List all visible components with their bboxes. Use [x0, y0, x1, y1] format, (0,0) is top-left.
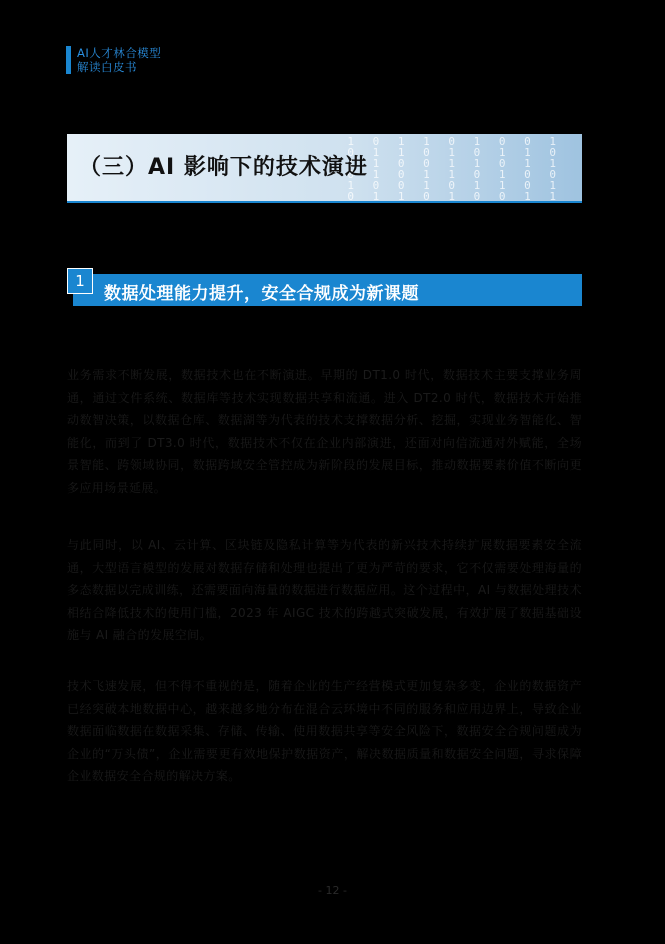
binary-texture: 1 0 1 1 0 1 0 0 1 0 1 1 0 1 0 1 1 0 1 1 0 0 1 1 0 1 1 0 1 0 1 1 0 1 0 0 1 0 0 1 0 1 1 0 1 0 1 1 0 1 0 0 1 1 — [347, 135, 562, 201]
body-paragraph-2: 与此同时，以 AI、云计算、区块链及隐私计算等为代表的新兴技术持续扩展数据要素安全流通，大型语言模型的发展对数据存储和处理也提出了更为严苛的要求，它不仅需要处理海量的多态数据以完成训练，还需要面向海量的数据进行数据应用。这个过程中，AI 与数据处理技术相结合降低技术的使用门槛，2023 年 AIGC 技术的跨越式突破发展，有效扩展了数据基础设施与 AI 融合的发展空间。 — [67, 538, 582, 643]
banner-underline — [67, 201, 582, 203]
header-line-1: AI人才林合模型 — [77, 46, 162, 60]
subsection-heading — [67, 268, 582, 308]
header-accent-bar — [66, 46, 71, 74]
subsection-title: 数据处理能力提升，安全合规成为新课题 — [104, 284, 419, 304]
running-header — [66, 46, 161, 74]
section-banner — [67, 134, 582, 201]
body-paragraph-3: 技术飞速发展，但不得不重视的是，随着企业的生产经营模式更加复杂多变，企业的数据资产已经突破本地数据中心，越来越多地分布在混合云环境中不同的服务和应用边界上，导致企业数据面临数据在数据采集、存储、传输、使用数据共享等安全风险下，数据安全合规问题成为企业的“万头债”，企业需要更有效地保护数据资产，解决数据质量和数据安全问题，寻求保障企业数据安全合规的解决方案。 — [67, 679, 582, 784]
header-text — [77, 46, 161, 74]
header-line-2: 解读白皮书 — [77, 60, 137, 74]
body-paragraph-1: 业务需求不断发展，数据技术也在不断演进。早期的 DT1.0 时代，数据技术主要支撑业务周通，通过文件系统、数据库等技术实现数据共享和流通。进入 DT2.0 时代，数据技术开始推动数智决策，以数据仓库、数据湖等为代表的技术支撑数据分析、挖掘，实现业务智能化、智能化，而到了 DT3.0 时代，数据技术不仅在企业内部演进，还面对向信流通对外赋能，全场景智能、跨领域协同，数据跨域安全管控成为新阶段的发展目标，推动数据要素价值不断向更多应用场景延展。 — [67, 368, 582, 495]
subsection-number: 1 — [67, 268, 93, 294]
section-title: （三）AI 影响下的技术演进 — [79, 155, 368, 180]
page-number: - 12 - — [318, 884, 347, 897]
